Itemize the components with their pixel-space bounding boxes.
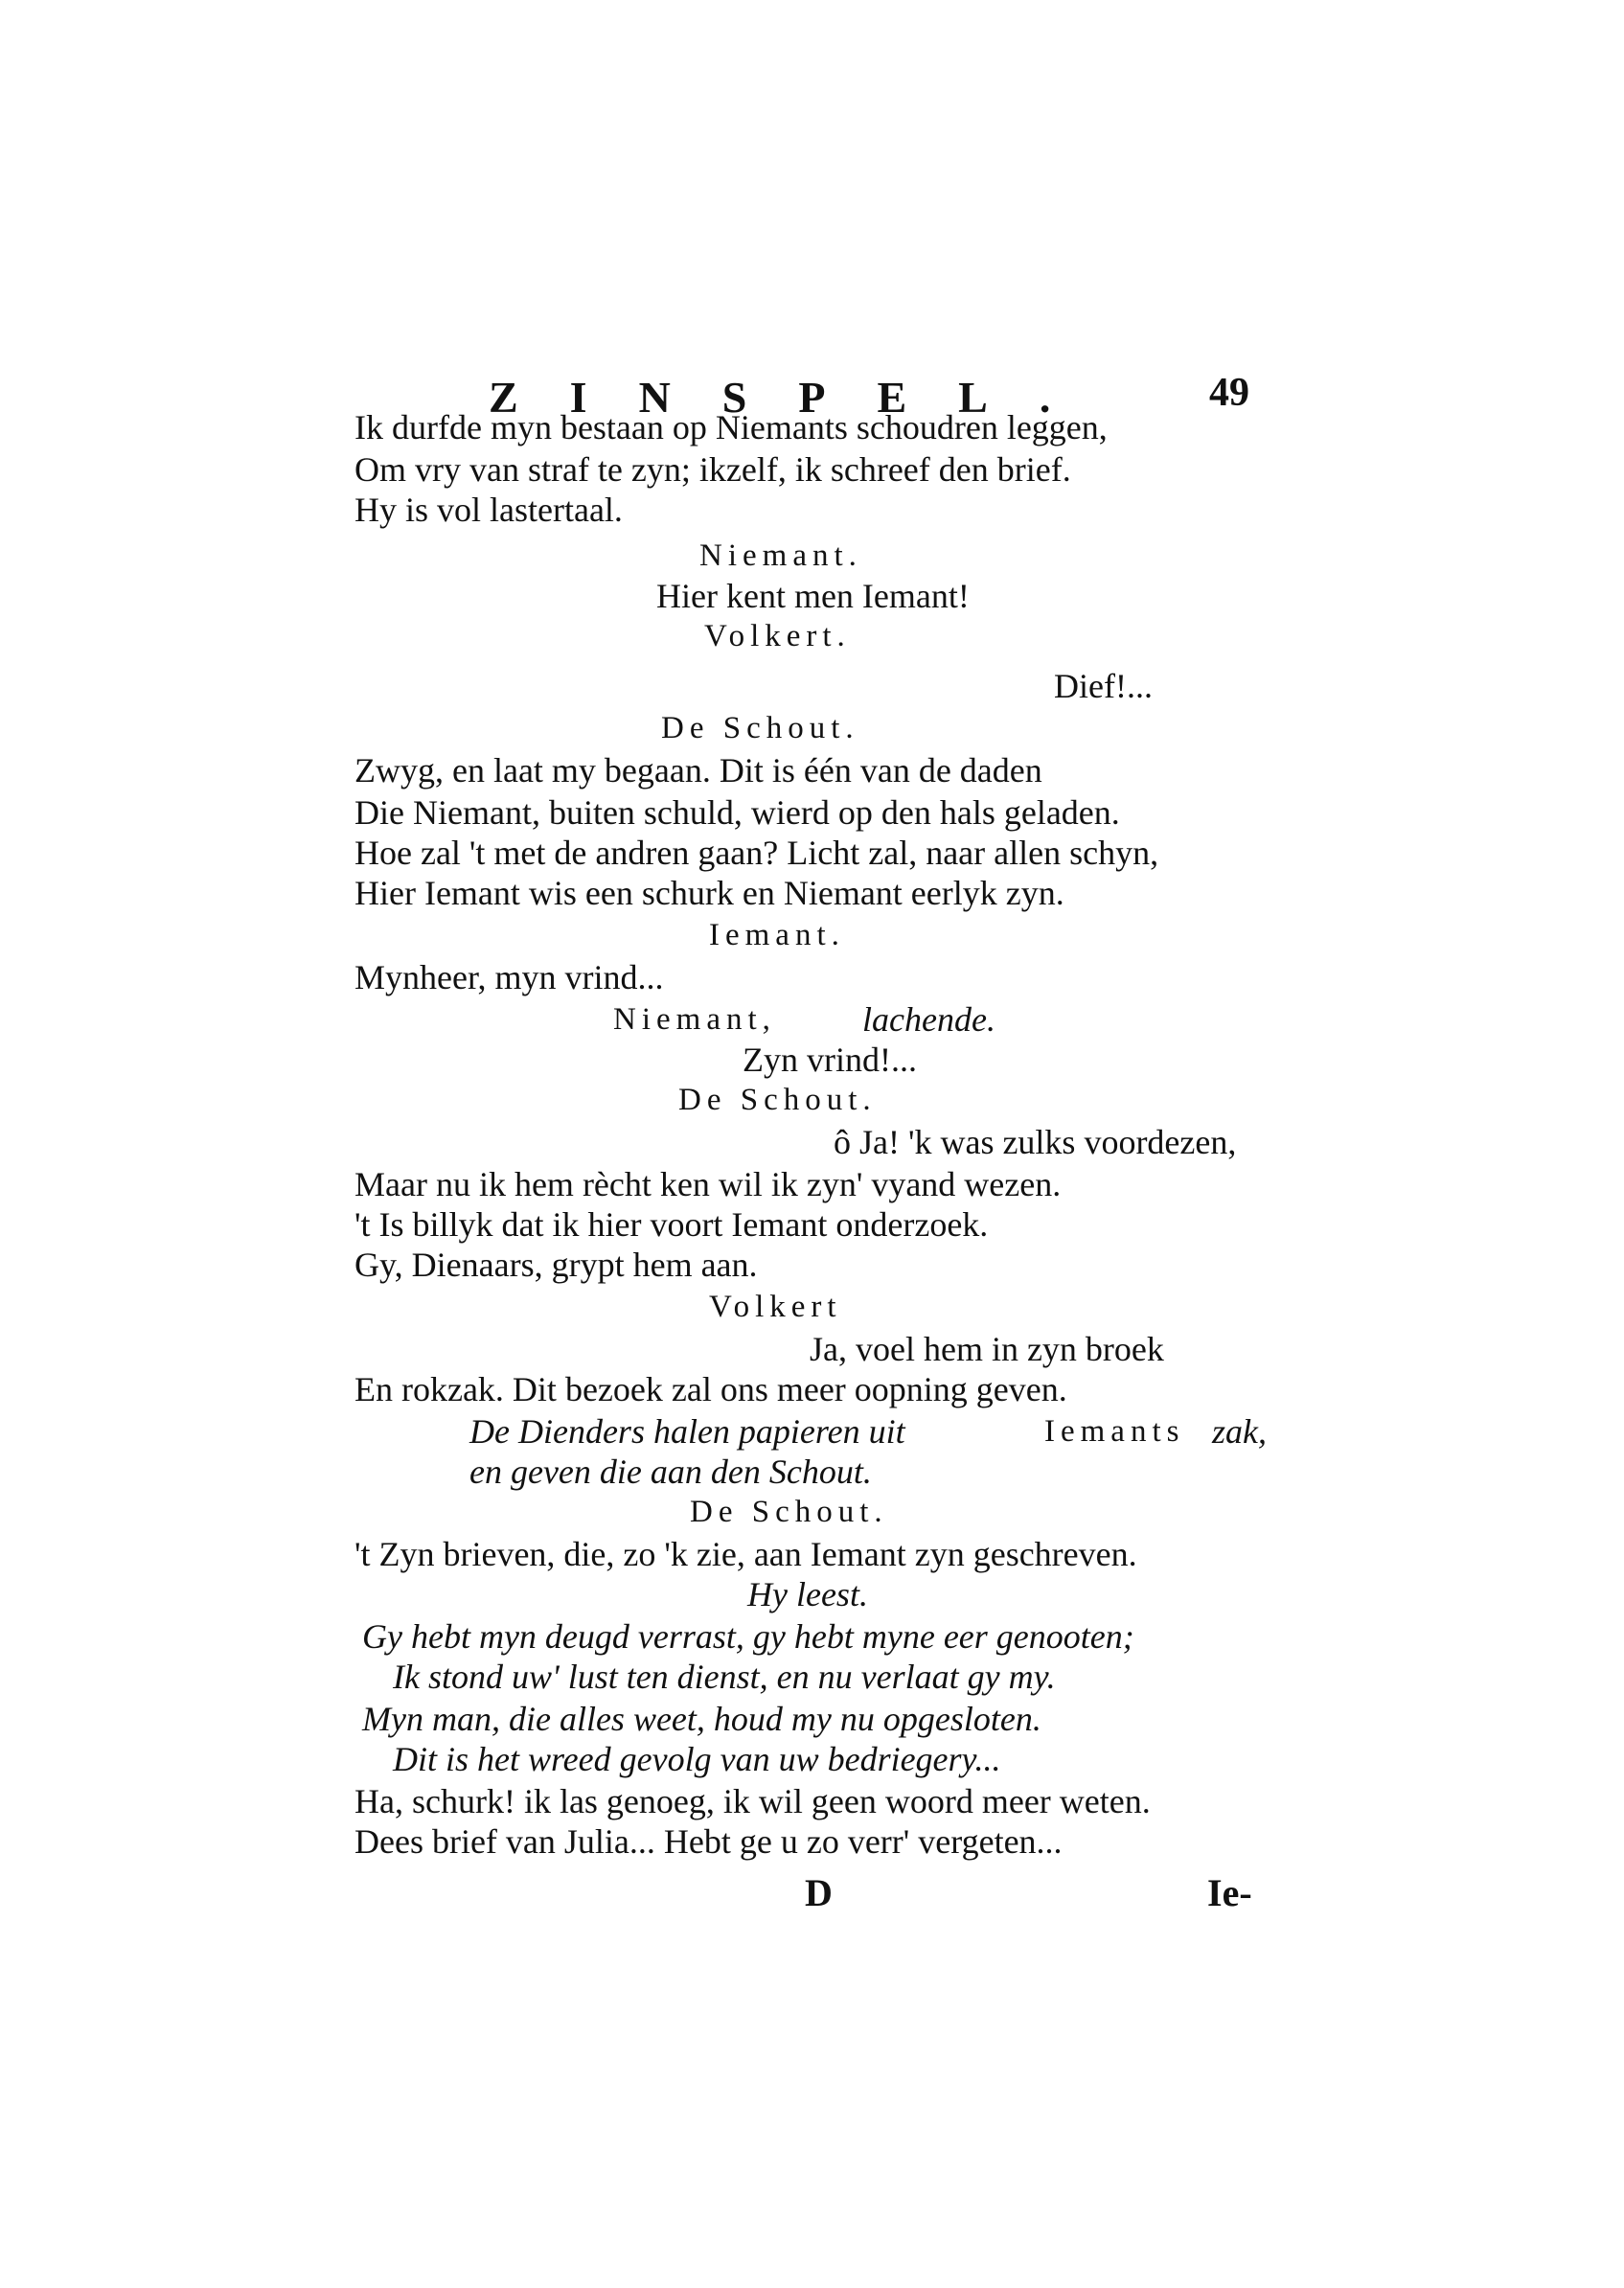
speaker-label: Iemant. [709,918,845,952]
text-line: Hier Iemant wis een schurk en Niemant eerlyk zyn. [355,874,1064,912]
stage-direction: Hy leest. [747,1575,868,1613]
text-line: Ik durfde myn bestaan op Niemants schoudren leggen, [355,408,1108,446]
text-line: Hoe zal 't met de andren gaan? Licht zal, naar allen schyn, [355,834,1159,872]
text-line: Dees brief van Julia... Hebt ge u zo verr' vergeten... [355,1822,1063,1861]
text-line: 't Is billyk dat ik hier voort Iemant onderzoek. [355,1205,989,1244]
text-line: Mynheer, myn vrind... [355,958,664,996]
signature-mark: D [805,1871,833,1914]
speaker-label: De Schout. [678,1083,877,1117]
speaker-label: De Schout. [661,711,859,745]
speaker-label: Volkert [709,1290,842,1324]
stage-direction: lachende. [862,1000,995,1039]
letter-line: Myn man, die alles weet, houd my nu opgesloten. [362,1700,1041,1738]
text-line: Hy is vol lastertaal. [355,491,623,529]
letter-line: Dit is het wreed gevolg van uw bedriegery... [393,1740,1001,1778]
stage-direction-name: Iemants [1044,1414,1185,1449]
stage-direction: en geven die aan den Schout. [469,1453,872,1491]
stage-direction: zak, [1212,1412,1267,1451]
speaker-label: Niemant, [613,1002,776,1037]
text-line: Maar nu ik hem rècht ken wil ik zyn' vyand wezen. [355,1165,1062,1203]
catchword: Ie- [1207,1871,1252,1914]
running-title: ZINSPEL. [489,373,1103,422]
speaker-label: Volkert. [704,619,851,653]
text-line: 't Zyn brieven, die, zo 'k zie, aan Iemant zyn geschreven. [355,1535,1137,1573]
text-line: En rokzak. Dit bezoek zal ons meer oopning geven. [355,1370,1067,1408]
text-line: Hier kent men Iemant! [656,577,970,615]
text-line: Ha, schurk! ik las genoeg, ik wil geen woord meer weten. [355,1782,1151,1820]
text-line: ô Ja! 'k was zulks voordezen, [834,1123,1237,1161]
letter-line: Gy hebt myn deugd verrast, gy hebt myne eer genooten; [362,1617,1134,1656]
text-line: Die Niemant, buiten schuld, wierd op den hals geladen. [355,793,1120,832]
page-number: 49 [1209,371,1249,415]
text-line: Ja, voel hem in zyn broek [810,1330,1164,1368]
speaker-label: Niemant. [699,538,862,573]
text-line: Om vry van straf te zyn; ikzelf, ik schreef den brief. [355,450,1071,489]
text-line: Zwyg, en laat my begaan. Dit is één van de daden [355,751,1042,789]
text-line: Gy, Dienaars, grypt hem aan. [355,1246,758,1284]
text-line: Dief!... [1054,667,1153,705]
stage-direction: De Dienders halen papieren uit [469,1412,905,1451]
speaker-label: De Schout. [690,1495,888,1529]
text-line: Zyn vrind!... [743,1041,917,1079]
letter-line: Ik stond uw' lust ten dienst, en nu verlaat gy my. [393,1658,1056,1696]
